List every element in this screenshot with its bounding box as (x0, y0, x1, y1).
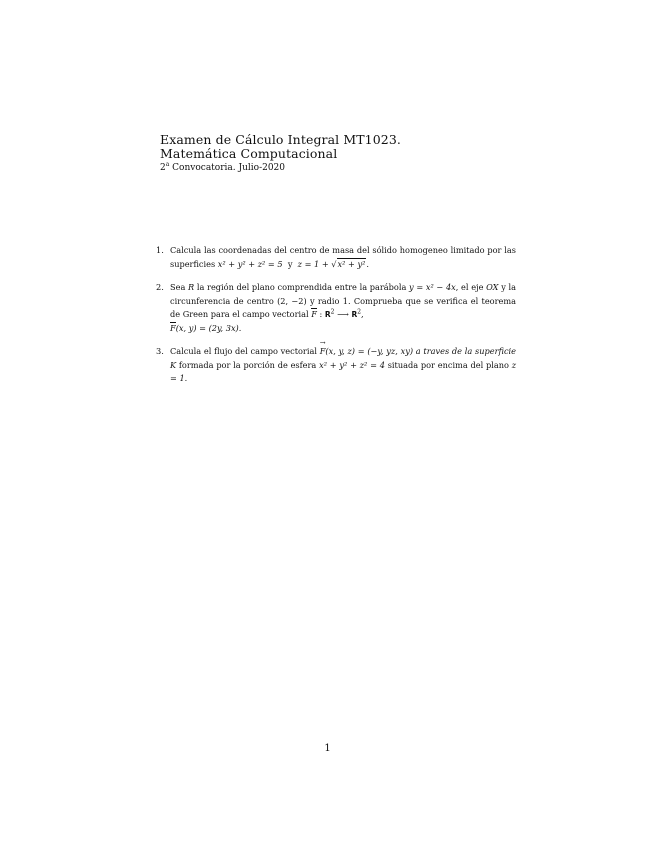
plane-eq: z = 1. (170, 359, 517, 383)
surface-cone-eq: z = 1 + √ (297, 258, 337, 269)
problem-number: 2. (156, 282, 164, 292)
vector-field-symbol: → F (320, 345, 326, 359)
problem-1 (156, 244, 516, 271)
surface-sphere-eq: x² + y² + z² = 5 (217, 258, 283, 269)
text-fragment: la región del plano comprendida entre la parábola (194, 282, 410, 292)
text-fragment: Sea (170, 282, 189, 292)
text-fragment: , (361, 309, 364, 319)
region-symbol: R (188, 282, 195, 292)
session-text: Convocatoria. Julio-2020 (169, 163, 286, 173)
real-plane-symbol: R (324, 310, 331, 319)
exam-header (160, 133, 560, 174)
text-fragment: formada por la porción de esfera (176, 359, 320, 370)
problem-3 (156, 345, 516, 386)
problem-number: 1. (156, 245, 164, 255)
session-number: 2 (160, 163, 166, 173)
text-fragment: Calcula las coordenadas del centro de masa del sólido homogeneo limitado por las superficies (170, 245, 516, 269)
vector-field-symbol: F (311, 308, 317, 322)
text-fragment: , el eje (455, 282, 487, 292)
text-fragment: y la circunferencia de centro (2, −2) y radio 1. Comprueba que se verifica el teorema de Green para el campo vectorial (170, 282, 516, 319)
axis-symbol: OX (486, 282, 499, 292)
page-number: 1 (324, 743, 331, 754)
problem-text (170, 244, 516, 271)
sphere-eq: x² + y² + z² = 4 (319, 359, 385, 370)
radicand: x² + y² (337, 258, 366, 269)
text-fragment: Calcula el flujo del campo vectorial (170, 346, 320, 356)
text-fragment: situada por encima del plano (384, 359, 512, 370)
vector-field-symbol: F (170, 322, 176, 336)
exam-degree: Matemática Computacional (160, 146, 338, 161)
problem-text (170, 345, 516, 386)
vector-field-def: (x, y) = (2y, 3x). (175, 322, 242, 333)
problem-text (170, 281, 516, 335)
exponent: 2 (357, 308, 362, 316)
text-fragment: : (316, 309, 325, 319)
problem-number: 3. (156, 346, 164, 356)
parabola-eq: y = x² − 4x (409, 282, 456, 292)
problem-list (156, 244, 516, 396)
exam-session (160, 162, 560, 174)
problem-2 (156, 281, 516, 335)
exam-title: Examen de Cálculo Integral MT1023. (160, 132, 401, 147)
surface-symbol: K (170, 359, 177, 370)
text-fragment: y (282, 258, 298, 269)
real-plane-symbol: R (351, 310, 358, 319)
map-arrow: ⟶ (334, 309, 352, 319)
vector-field-def: (x, y, z) = (−y, yz, xy) a traves de la superficie (325, 346, 516, 356)
exponent: 2 (330, 308, 335, 316)
session-ordinal: a (165, 161, 170, 168)
text-fragment: . (366, 258, 370, 269)
